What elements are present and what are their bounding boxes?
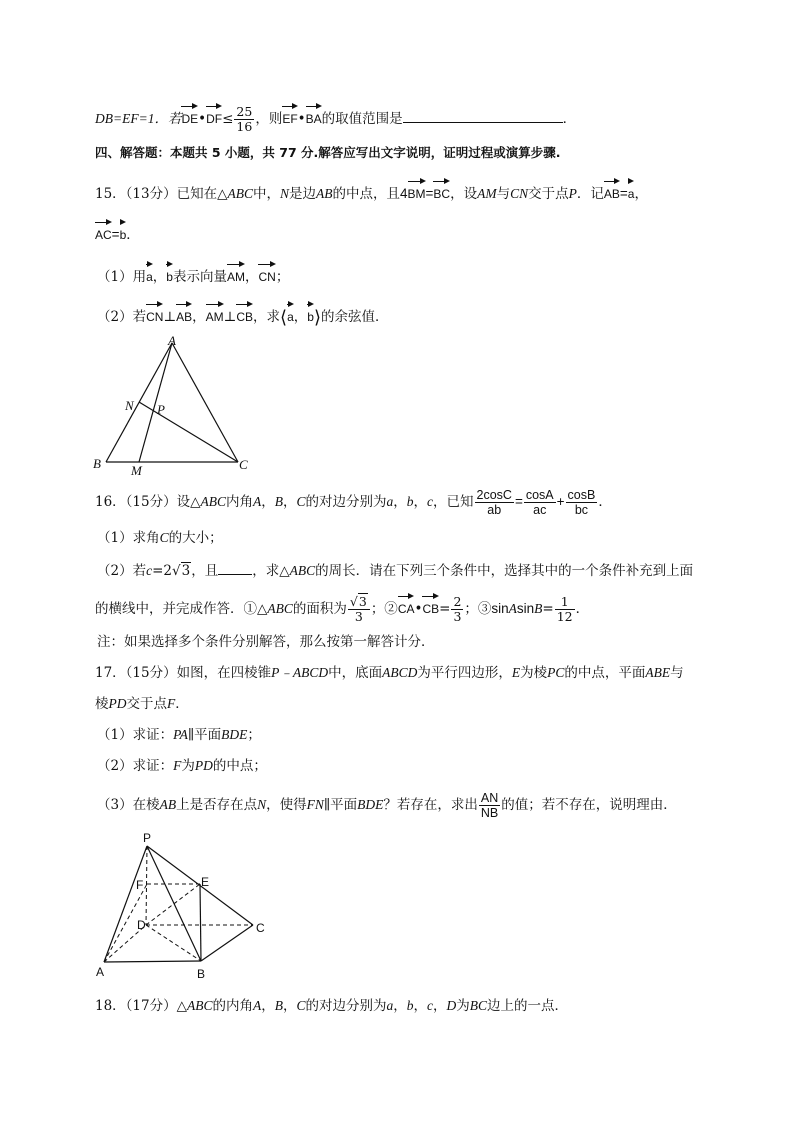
dot-symbol: • <box>414 601 423 617</box>
sin-fn: sin <box>516 601 535 616</box>
q15-part1 <box>97 262 289 287</box>
q15-stem-a: 15．（13分）已知在△ <box>95 186 228 202</box>
fraction-an-nb <box>479 791 500 820</box>
edge-pd: PD <box>108 696 127 711</box>
vector-ca: CA <box>398 594 415 619</box>
denominator: 16 <box>236 119 253 134</box>
vector-ab: AB <box>604 179 620 204</box>
edge-pc: PC <box>547 665 565 680</box>
comma: ， <box>413 494 428 510</box>
segment-ac <box>172 343 238 462</box>
plus-symbol: + <box>556 494 565 509</box>
eq-symbol: = <box>542 601 554 617</box>
vector-cn: CN <box>258 262 275 287</box>
triangle-abc: ABC <box>267 601 293 616</box>
edge-ab: AB <box>159 797 177 812</box>
text: ，且 <box>191 563 219 579</box>
var-b: b <box>406 494 414 509</box>
sin-fn: sin <box>491 601 509 616</box>
segment-bc: BC <box>469 998 488 1013</box>
period: ． <box>126 227 140 243</box>
text: 与 <box>496 186 511 202</box>
triangle-abc: ABC <box>187 998 213 1013</box>
point-e: E <box>511 665 521 680</box>
text: 表示向量 <box>172 269 227 285</box>
text: 上是否存在点 <box>176 797 258 813</box>
text: 的周长．请在下列三个条件中，选择其中的一个条件补充到上面 <box>315 563 694 579</box>
text: （3）在棱 <box>97 797 160 813</box>
le-symbol: ≤ <box>222 111 234 127</box>
comma: ， <box>634 186 648 202</box>
text: 的面积为 <box>292 601 347 617</box>
text: 交于点 <box>528 186 569 202</box>
text: 内角 <box>226 494 253 510</box>
q16-conditions <box>95 594 589 624</box>
q17-stem <box>95 663 684 683</box>
var-c: c <box>427 494 434 509</box>
var-b-upper: B <box>274 494 283 509</box>
section-heading: 四、解答题：本题共 5 小题，共 77 分.解答应写出文字说明，证明过程或演算步骤. <box>95 145 561 160</box>
text: （2）求证： <box>97 758 174 774</box>
point-p: P <box>568 186 577 201</box>
label-e: E <box>201 875 210 889</box>
q16-stem <box>95 488 612 517</box>
q16-part2 <box>97 560 693 581</box>
comma: ， <box>293 309 308 325</box>
fraction-cosa-ac <box>524 488 556 517</box>
text: =2 <box>152 563 172 579</box>
vector-a: a <box>628 179 635 204</box>
angle-bracket-right: ⟩ <box>313 307 321 328</box>
label-n: N <box>125 398 134 413</box>
var-c-upper: C <box>296 494 306 509</box>
var-b-upper: B <box>534 601 543 616</box>
var-c-upper: C <box>296 998 306 1013</box>
plane-bde: BDE <box>357 797 384 812</box>
segment-be <box>200 884 201 961</box>
text: 的值；若不存在，说明理由． <box>501 797 677 813</box>
base-abcd: ABCD <box>382 665 418 680</box>
vector-a: a <box>146 262 153 287</box>
vector-ab: AB <box>176 302 192 327</box>
var-c: c <box>427 998 434 1013</box>
fraction-root3-over-3 <box>348 595 370 624</box>
var-a: a <box>386 998 394 1013</box>
vector-ef: EF <box>282 104 297 129</box>
vector-ba: BA <box>306 104 322 129</box>
vector-b: b <box>120 220 127 245</box>
fraction-1-12 <box>555 595 575 624</box>
eq-symbol: = <box>425 186 434 201</box>
q14-mid: ，则 <box>255 111 283 127</box>
var-b: b <box>406 998 414 1013</box>
text: 17．（15分）如图，在四棱锥 <box>95 665 272 681</box>
denominator: 3 <box>354 609 363 624</box>
text: 16．（15分）设△ <box>95 494 201 510</box>
segment-am <box>139 343 172 462</box>
text: ，使得 <box>266 797 307 813</box>
vector-b: b <box>307 302 314 327</box>
label-p: P <box>143 831 152 845</box>
plane-bde: BDE <box>221 727 248 742</box>
var-c: c <box>146 563 153 578</box>
dot-symbol: • <box>297 111 306 127</box>
text: ； <box>247 727 261 743</box>
q15-stem <box>95 179 648 204</box>
angle-bracket-left: ⟨ <box>280 307 288 328</box>
q18-stem <box>95 996 568 1016</box>
q16-part1 <box>97 528 223 548</box>
vector-de: DE <box>181 104 198 129</box>
edge-bc <box>201 925 253 961</box>
radicand: 3 <box>358 594 367 609</box>
q15-part2 <box>97 302 388 328</box>
label-b: B <box>93 456 101 471</box>
line-fn: FN <box>306 797 324 812</box>
q14-end: ． <box>562 111 577 127</box>
q16-note: 注：如果选择多个条件分别解答，那么按第一解答计分． <box>97 634 435 650</box>
sqrt-sign: √ <box>172 563 181 579</box>
text: 为 <box>181 758 195 774</box>
vector-b: b <box>166 262 173 287</box>
text: 18．（17分）△ <box>95 998 187 1014</box>
point-n: N <box>257 797 267 812</box>
fraction-2cosc-ab <box>475 488 514 517</box>
numerator: AN <box>480 791 499 805</box>
denominator: 3 <box>453 609 462 624</box>
var-a-upper: A <box>253 494 262 509</box>
edge-pd: PD <box>194 758 213 773</box>
vector-bm: BM <box>408 179 426 204</box>
triangle-abc: ABC <box>289 563 316 578</box>
answer-blank[interactable] <box>403 108 563 123</box>
triangle-abc: ABC <box>200 494 226 509</box>
numerator <box>348 595 370 610</box>
triangle-abc: ABC <box>227 186 253 201</box>
text: 为棱 <box>520 665 548 681</box>
point-d: D <box>446 998 457 1013</box>
comma: ， <box>192 309 206 325</box>
text: ，已知 <box>433 494 474 510</box>
text: （2）若 <box>97 309 147 325</box>
q17-part1 <box>97 725 261 745</box>
segment-de <box>146 884 200 925</box>
label-c: C <box>239 457 248 472</box>
q17-part3 <box>97 791 677 820</box>
q14-prefix: DB=EF=1．若 <box>95 111 182 126</box>
pyramid-figure <box>90 828 280 983</box>
text: ；③ <box>464 601 492 617</box>
point-f: F <box>173 758 182 773</box>
vector-a: a <box>287 302 294 327</box>
line-pa: PA <box>173 727 188 742</box>
label-d: D <box>137 918 146 932</box>
segment-ab: AB <box>316 186 333 201</box>
numerator: cosA <box>525 488 554 502</box>
segment-cn: CN <box>510 186 529 201</box>
comma: ， <box>413 998 428 1014</box>
plane-abe: ABE <box>645 665 671 680</box>
var-a-upper: A <box>508 601 517 616</box>
triangle-figure <box>88 332 263 477</box>
label-c: C <box>256 921 265 935</box>
numerator: 2 <box>453 594 462 609</box>
label-a: A <box>168 333 176 348</box>
period: ． <box>575 601 590 617</box>
text: ？若存在，求出 <box>383 797 478 813</box>
text: 的大小； <box>168 530 223 546</box>
sqrt-sign: √ <box>349 594 358 609</box>
text: 交于点 <box>126 696 167 712</box>
text: （1）求角 <box>97 530 160 546</box>
perp-symbol: ⊥ <box>163 309 177 325</box>
comma: ， <box>393 494 407 510</box>
text: 的横线中，并完成作答．①△ <box>95 601 268 617</box>
condition-blank[interactable] <box>218 560 252 575</box>
vector-bc: BC <box>433 179 450 204</box>
numerator: cosB <box>567 488 596 502</box>
q15-stem-line2 <box>95 220 140 245</box>
fraction-2-3 <box>451 595 463 624</box>
text: 的对边分别为 <box>305 998 387 1014</box>
text: ，求 <box>253 309 281 325</box>
segment-am: AM <box>477 186 497 201</box>
period: ． <box>598 494 612 510</box>
denominator: bc <box>574 503 589 517</box>
q17-stem-line2 <box>95 694 189 714</box>
vector-cb: CB <box>422 594 439 619</box>
perp-symbol: ⊥ <box>223 309 237 325</box>
text: ．记 <box>576 186 604 202</box>
text: 与 <box>670 665 684 681</box>
text: ， <box>433 998 447 1014</box>
comma: ， <box>261 998 275 1014</box>
text: ∥平面 <box>187 727 222 743</box>
text: 的对边分别为 <box>305 494 387 510</box>
vector-cn: CN <box>146 302 163 327</box>
numerator: 25 <box>236 104 253 119</box>
comma: ， <box>261 494 275 510</box>
denominator: ac <box>533 503 547 517</box>
comma: ， <box>244 269 259 285</box>
denominator: NB <box>480 806 499 820</box>
label-f: F <box>136 878 144 892</box>
text: 为平行四边形， <box>417 665 512 681</box>
period: ． <box>175 696 189 712</box>
vector-am: AM <box>206 302 224 327</box>
point-n: N <box>280 186 290 201</box>
vector-df: DF <box>206 104 222 129</box>
text: （1）求证： <box>97 727 174 743</box>
vector-ac: AC <box>95 220 112 245</box>
text: 中，底面 <box>328 665 383 681</box>
denominator: ab <box>487 503 502 517</box>
var-a: a <box>386 494 394 509</box>
comma: ， <box>152 269 167 285</box>
text: ，设 <box>450 186 478 202</box>
text: 的内角 <box>212 998 253 1014</box>
numerator: 1 <box>555 595 575 610</box>
text: ； <box>275 269 290 285</box>
label-a: A <box>96 965 105 979</box>
vector-am: AM <box>227 262 245 287</box>
eq-symbol: = <box>514 494 523 509</box>
denominator: 12 <box>556 609 573 624</box>
comma: ， <box>283 494 297 510</box>
text: ；② <box>370 601 398 617</box>
edge-pa <box>104 846 147 962</box>
var-c-upper: C <box>159 530 169 545</box>
text: 中， <box>253 186 280 202</box>
radicand: 3 <box>181 563 191 579</box>
label-p: P <box>157 402 165 417</box>
segment-cn <box>139 402 238 462</box>
comma: ， <box>393 998 407 1014</box>
edge-ab <box>104 961 201 962</box>
var-b-upper: B <box>274 998 283 1013</box>
q14-tail <box>95 104 576 134</box>
text: 为 <box>456 998 470 1014</box>
fraction-25-16 <box>234 105 254 134</box>
text: 的中点，且 <box>332 186 401 202</box>
text: （2）若 <box>97 563 147 579</box>
text: 的余弦值． <box>320 309 389 325</box>
text: ，求△ <box>252 563 290 579</box>
text: 的中点，平面 <box>564 665 646 681</box>
label-b: B <box>197 967 206 981</box>
point-f: F <box>167 696 176 711</box>
text: 棱 <box>95 696 109 712</box>
text: 的中点； <box>212 758 267 774</box>
var-a-upper: A <box>253 998 262 1013</box>
fraction-cosb-bc <box>566 488 598 517</box>
eq-symbol: = <box>619 186 628 201</box>
vector-cb: CB <box>236 302 253 327</box>
q17-part2 <box>97 756 267 776</box>
text: 是边 <box>289 186 317 202</box>
eq-symbol: = <box>111 227 120 242</box>
eq-symbol: = <box>439 601 451 617</box>
q14-suffix: 的取值范围是 <box>321 111 403 127</box>
numerator: 2cosC <box>476 488 512 502</box>
text: 边上的一点． <box>487 998 569 1014</box>
text: （1）用 <box>97 269 147 285</box>
coef-4: 4 <box>400 186 408 201</box>
comma: ， <box>283 998 297 1014</box>
pyramid-name: P﹣ABCD <box>271 665 329 680</box>
label-m: M <box>131 463 142 477</box>
text: ∥平面 <box>323 797 358 813</box>
dot-symbol: • <box>198 111 207 127</box>
